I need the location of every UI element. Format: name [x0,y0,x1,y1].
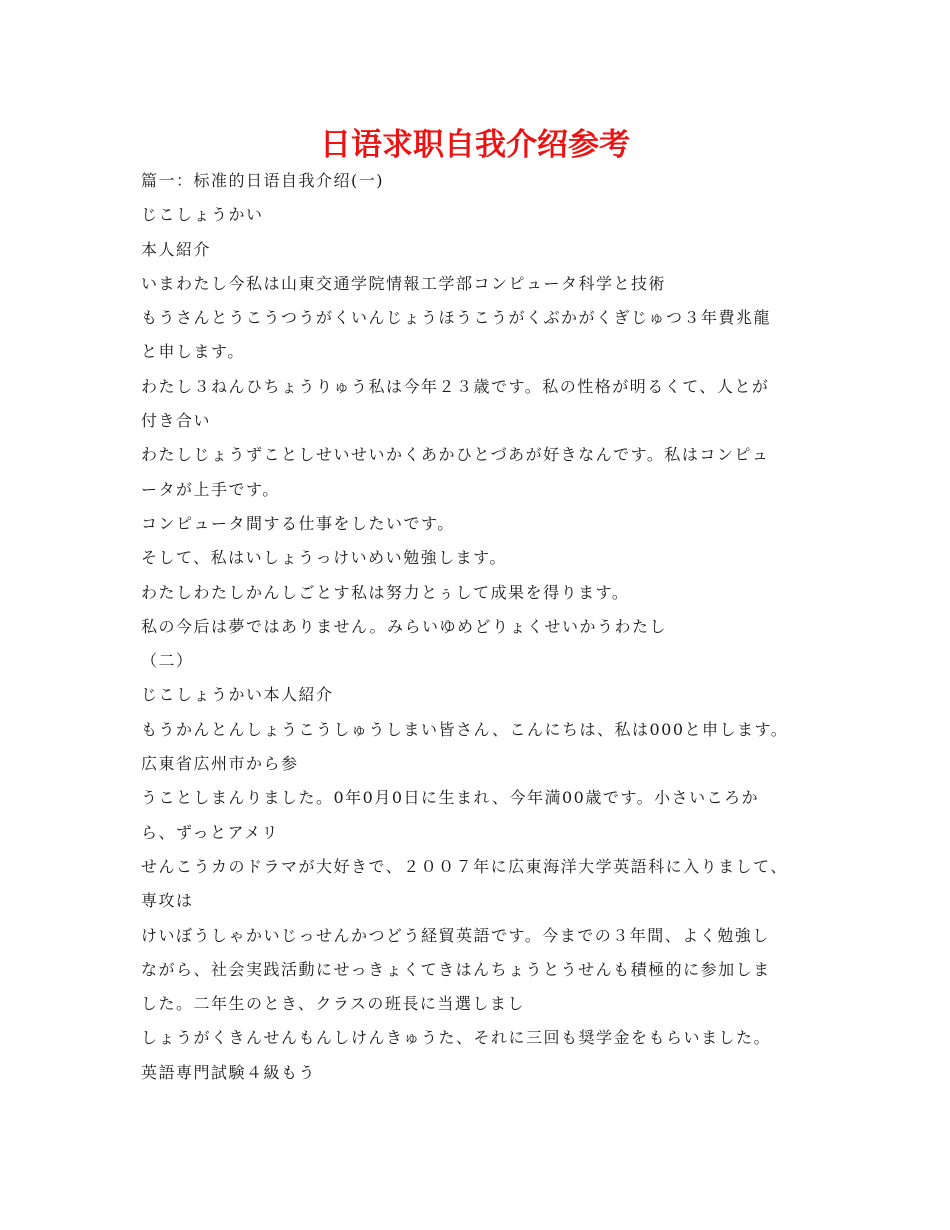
text-line: 英語専門試験４級もう [141,1062,317,1082]
text-line: 専攻は [141,891,194,911]
text-line: もうかんとんしょうこうしゅうしまい皆さん、こんにちは、私は000と申します。 [141,719,789,739]
text-line: 私の今后は夢ではありません。みらいゆめどりょくせいかうわたし [141,616,667,636]
text-line: わたしじょうずことしせいせいかくあかひとづあが好きなんです。私はコンピュ [141,445,770,465]
text-line: もうさんとうこうつうがくいんじょうほうこうがくぶかがくぎじゅつ３年費兆龍 [141,308,772,328]
text-line: けいぼうしゃかいじっせんかつどう経貿英語です。今までの３年間、よく勉強し [141,925,770,945]
text-line: 付き合い [141,411,212,431]
text-line: いまわたし今私は山東交通学院情報工学部コンピュータ科学と技術 [141,273,667,293]
text-line: 広東省広州市から参 [141,754,299,774]
document-title: 日语求职自我介绍参考 [320,127,630,163]
text-line: ータが上手です。 [141,479,280,499]
text-line: と申します。 [141,342,245,362]
text-line: わたしわたしかんしごとす私は努力とぅして成果を得ります。 [141,582,630,602]
text-line: うことしまんりました。0年0月0日に生まれ、今年満00歳です。小さいころか [141,788,760,808]
text-line: 本人紹介 [141,239,212,259]
text-line: ら、ずっとアメリ [141,822,280,842]
text-line: 篇一：标准的日语自我介绍(一) [141,171,384,190]
text-line: じこしょうかい本人紹介 [141,685,334,705]
text-line: しょうがくきんせんもんしけんきゅうた、それに三回も奨学金をもらいました。 [141,1028,772,1048]
text-line: そして、私はいしょうっけいめい勉強します。 [141,548,507,568]
text-line: じこしょうかい [141,205,264,225]
document-body [141,164,841,1090]
text-line: せんこうカのドラマが大好きで、２００７年に広東海洋大学英語科に入りまして、 [141,856,788,876]
text-line: （二） [141,651,194,671]
text-line: ながら、社会実践活動にせっきょくてきはんちょうとうせんも積極的に参加しま [141,959,771,979]
text-line: わたし３ねんひちょうりゅう私は今年２３歳です。私の性格が明るくて、人とが [141,376,770,396]
text-line: した。二年生のとき、クラスの班長に当選しまし [141,994,525,1014]
text-line: コンピュータ間する仕事をしたいです。 [141,513,455,533]
